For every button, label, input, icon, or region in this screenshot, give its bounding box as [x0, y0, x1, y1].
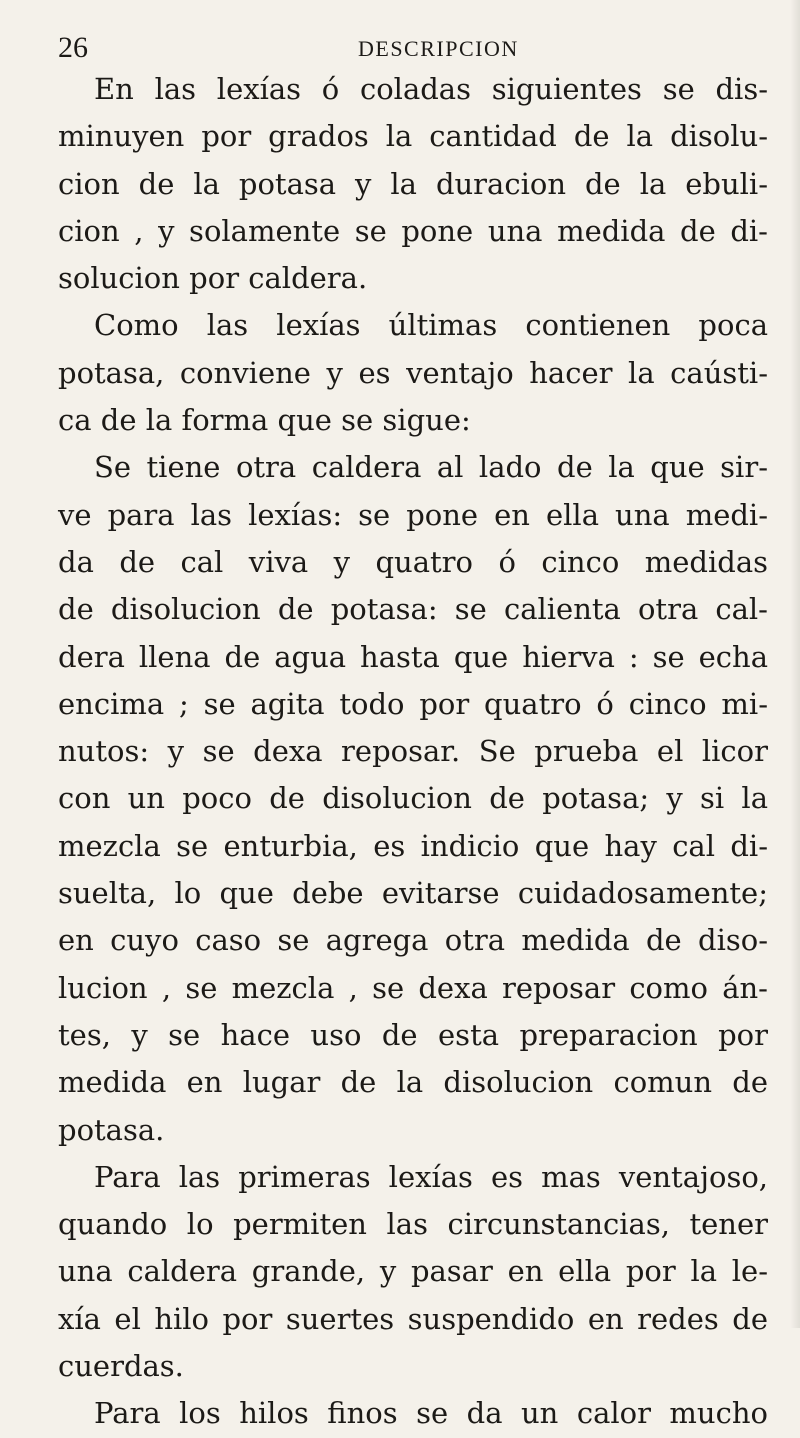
text-line: nutos: y se dexa reposar. Se prueba el licor [58, 734, 768, 769]
text-line: potasa. [58, 1112, 165, 1147]
text-line: ca de la forma que se sigue: [58, 403, 471, 438]
text-line: de disolucion de potasa: se calienta otra cal- [58, 592, 768, 627]
text-line: en cuyo caso se agrega otra medida de diso- [58, 923, 768, 958]
text-line: suelta, lo que debe evitarse cuidadosamente; [58, 876, 768, 911]
text-line: Para las primeras lexías es mas ventajoso, [94, 1159, 768, 1194]
text-line: tes, y se hace uso de esta preparacion por [58, 1017, 768, 1052]
text-line: Como las lexías últimas contienen poca [94, 308, 768, 343]
text-line: cion , y solamente se pone una medida de di- [58, 213, 768, 248]
text-line: solucion por caldera. [58, 261, 368, 296]
text-line: minuyen por grados la cantidad de la disolu- [58, 119, 768, 154]
text-line: Se tiene otra caldera al lado de la que sir- [94, 450, 768, 485]
text-line: cion de la potasa y la duracion de la ebuli- [58, 166, 768, 201]
text-line: dera llena de agua hasta que hierva : se echa [58, 639, 768, 674]
text-line: cuerdas. [58, 1349, 184, 1384]
running-title: DESCRIPCION [358, 36, 519, 61]
text-line: xía el hilo por suertes suspendido en redes de [58, 1301, 768, 1336]
text-line: con un poco de disolucion de potasa; y si la [58, 781, 768, 816]
body-text [58, 66, 768, 1438]
text-line: quando lo permiten las circunstancias, tener [58, 1207, 768, 1242]
page-edge-shadow [790, 0, 800, 1328]
text-line: potasa, conviene y es ventajo hacer la caústi- [58, 355, 768, 390]
text-line: ve para las lexías: se pone en ella una medi- [58, 497, 768, 532]
text-line: En las lexías ó coladas siguientes se dis- [94, 72, 768, 106]
text-line: una caldera grande, y pasar en ella por la le- [58, 1254, 768, 1289]
page-header [58, 30, 758, 66]
text-line: encima ; se agita todo por quatro ó cinco mi- [58, 686, 768, 721]
text-line: da de cal viva y quatro ó cinco medidas [58, 544, 768, 579]
text-line: medida en lugar de la disolucion comun de [58, 1065, 768, 1100]
text-line: mezcla se enturbia, es indicio que hay cal di- [58, 828, 768, 863]
page-number: 26 [58, 31, 88, 64]
text-line: Para los hilos finos se da un calor mucho [94, 1396, 768, 1431]
text-line: lucion , se mezcla , se dexa reposar como án- [58, 970, 768, 1005]
